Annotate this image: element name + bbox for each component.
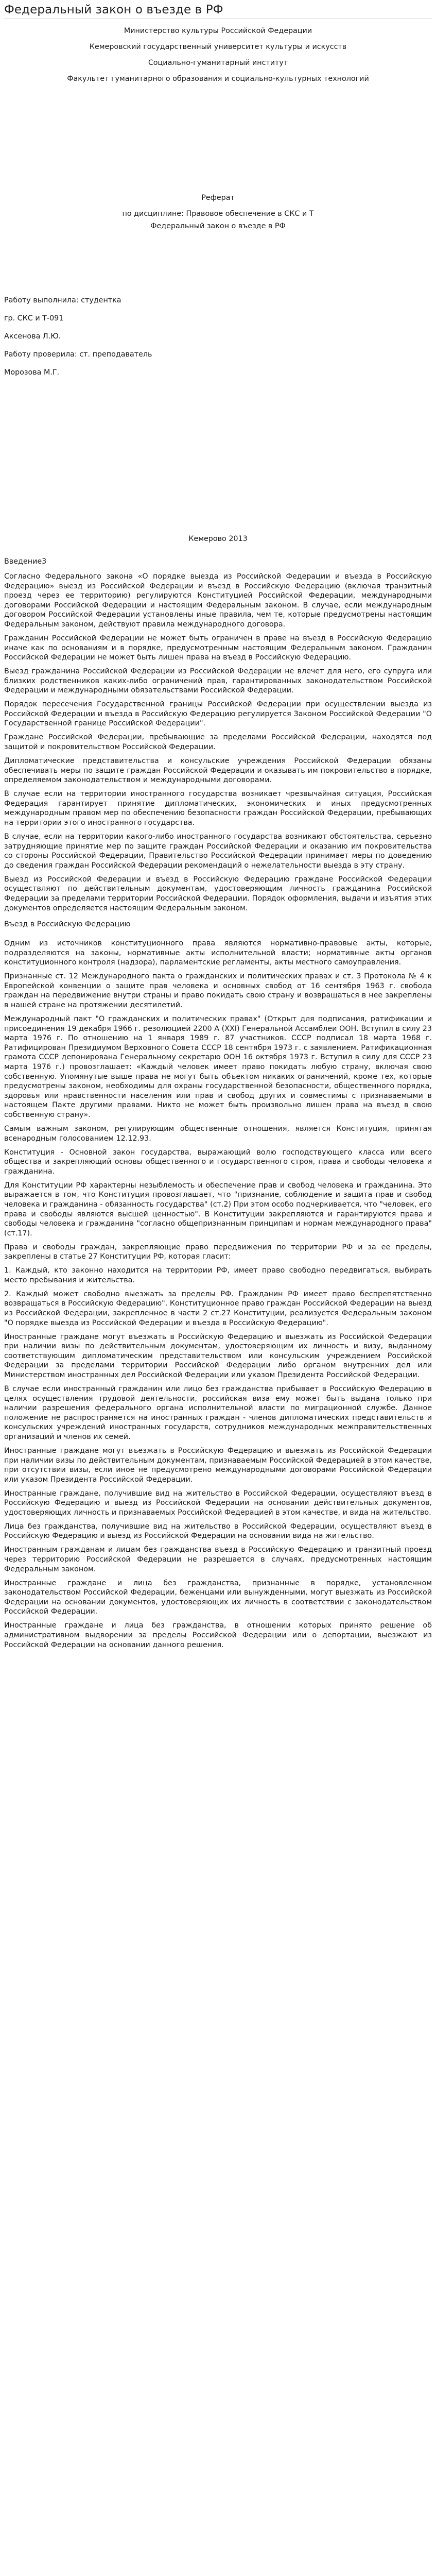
document-body (0, 557, 436, 1650)
paragraph: Гражданин Российской Федерации не может быть ограничен в праве на въезд в Российскую Федерацию иначе как по основаниям и в порядке, предусмотренным настоящим Федеральным законом. Гражданин Российской Федерации не может быть лишен права на въезд в Российскую Федерацию. (4, 634, 432, 662)
title-page (0, 19, 436, 544)
paragraph: Иностранным гражданам и лицам без гражданства въезд в Российскую Федерацию и транзитный проезд через территорию Российской Федерации не разрешается в случаях, предусмотренных настоящим Федеральным законом. (4, 1546, 432, 1573)
paragraph: 2. Каждый может свободно выезжать за пределы РФ. Гражданин РФ имеет право беспрепятственно возвращаться в Российскую Федерацию". Конституционное право граждан Российской Федерации на выезд из Российской Федерации, закрепленное в части 2 ст.27 Конституции, реализуется Федеральным законом "О порядке выезда из Российской Федерации и въезда в Российскую Федерацию". (4, 1290, 432, 1327)
paragraph: В случае если иностранный гражданин или лицо без гражданства прибывает в Российскую Федерацию в целях осуществления трудовой деятельности, российская виза ему может быть выдана только при наличии разрешения федерального органа исполнительной власти по миграционной службе. Данное положение не распространяется на иностранных граждан - членов дипломатических представительств и консульских учреждений иностранных государств, сотрудников международных межправительственных организаций и членов их семей. (4, 1384, 432, 1441)
checker-label: Работу проверила: ст. преподаватель (4, 350, 152, 359)
paragraph: 1. Каждый, кто законно находится на территории РФ, имеет право свободно передвигаться, выбирать место пребывания и жительства. (4, 1266, 432, 1284)
paragraph: Выезд из Российской Федерации и въезд в Российскую Федерацию граждане Российской Федерации осуществляют по действительным документам, удостоверяющим личность гражданина Российской Федерации за пределами территории Российской Федерации. Порядок оформления, выдачи и изъятия этих документов определяется настоящим Федеральным законом. (4, 875, 432, 912)
paragraph: Одним из источников конституционного права являются нормативно-правовые акты, которые, подразделяются на законы, нормативные акты исполнительной власти; нормативные акты органов конституционного контроля (надзора), парламентские регламенты, акты местного самоуправления. (4, 939, 432, 967)
entry-section (4, 939, 432, 1650)
paragraph: Иностранные граждане и лица без гражданства, в отношении которых принято решение об административном выдворении за пределы Российской Федерации или о депортации, выезжают из Российской Федерации на основании данного решения. (4, 1621, 432, 1649)
paragraph: Иностранные граждане могут въезжать в Российскую Федерацию и выезжать из Российской Федерации при наличии визы по действительным документам, признаваемым Российской Федерацией в этом качестве, при отсутствии визы, если иное не предусмотрено международными договорами Российской Федерации или указом Президента Российской Федерации. (4, 1446, 432, 1484)
section-heading: Въезд в Российскую Федерацию (4, 920, 131, 929)
paragraph: Конституция - Основной закон государства, выражающий волю господствующего класса или всего общества и закрепляющий основы общественного и государственного строя, права и свободы человека и гражданина. (4, 1148, 432, 1176)
paragraph: Самым важным законом, регулирующим общественные отношения, является Конституция, принятая всенародным голосованием 12.12.93. (4, 1124, 432, 1143)
checker-name: Морозова М.Г. (4, 368, 60, 377)
paragraph: Иностранные граждане могут въезжать в Российскую Федерацию и выезжать из Российской Федерации при наличии визы по действительным документам, удостоверяющим их личность и визу, выданному соответствующим дипломатическим представительством или консульским учреждением Российской Федерации за пределами территории Российской Федерации либо органом внутренних дел или Министерством иностранных дел Российской Федерации или указом Президента Российской Федерации. (4, 1332, 432, 1379)
author-label: Работу выполнила: студентка (4, 296, 121, 304)
author-name: Аксенова Л.Ю. (4, 332, 61, 341)
ministry-line: Министерство культуры Российской Федерации (124, 27, 312, 35)
paragraph: Граждане Российской Федерации, пребывающие за пределами Российской Федерации, находятся под защитой и покровительством Российской Федерации. (4, 733, 432, 752)
paragraph: Выезд гражданина Российской Федерации из Российской Федерации не влечет для него, его супруга или близких родственников каких-либо ограничений прав, гарантированных законодательством Российской Федерации и международными обязательствами Российской Федерации. (4, 667, 432, 695)
paragraph: Лица без гражданства, получившие вид на жительство в Российской Федерации, осуществляют въезд в Российскую Федерацию и выезд из Российской Федерации на основании вида на жительство. (4, 1522, 432, 1540)
topic-line: Федеральный закон о въезде в РФ (150, 222, 286, 230)
university-line: Кемеровский государственный университет культуры и искусств (89, 43, 347, 51)
paragraph: В случае если на территории иностранного государства возникает чрезвычайная ситуация, Российская Федерация гарантирует принятие дипломатических, экономических и иных предусмотренных международным правом мер по обеспечению безопасности граждан Российской Федерации, пребывающих на территории этого иностранного государства. (4, 790, 432, 827)
page-title: Федеральный закон о въезде в РФ (4, 3, 223, 16)
institute-line: Социально-гуманитарный институт (148, 59, 288, 67)
intro-section (4, 572, 432, 913)
paragraph: Для Конституции РФ характерны незыблемость и обеспечение прав и свобод человека и гражданина. Это выражается в том, что Конституция провозглашает, что "признание, соблюдение и защита прав и свобод человека и гражданина - обязанность государства" (ст.2) При этом особо подчеркивается, что "человек, его права и свободы являются высшей ценностью". В Конституции закрепляются и гарантируются права и свободы человека и гражданина "согласно общепризнанным принципам и нормам международного права" (ст.17). (4, 1181, 432, 1238)
paragraph: Иностранные граждане, получившие вид на жительство в Российской Федерации, осуществляют въезд в Российскую Федерацию и выезд из Российской Федерации на основании действительных документов, удостоверяющих личность и признаваемых Российской Федерацией в этом качестве, и вида на жительство. (4, 1489, 432, 1517)
doc-type-line: Реферат (201, 194, 235, 202)
faculty-line: Факультет гуманитарного образования и социально-культурных технологий (67, 75, 369, 83)
paragraph: Порядок пересечения Государственной границы Российской Федерации при осуществлении выезда из Российской Федерации и въезда в Российскую Федерацию регулируется Законом Российской Федерации "О Государственной границе Российской Федерации". (4, 700, 432, 728)
paragraph: Согласно Федерального закона «О порядке выезда из Российской Федерации и въезда в Российскую Федерацию» выезд из Российской Федерации и въезд в Российскую Федерацию (включая транзитный проезд через ее территорию) регулируются Конституцией Российской Федерации, международными договорами Российской Федерации и настоящим Федеральным законом. В случае, если международным договором Российской Федерации установлены иные правила, чем те, которые предусмотрены настоящим Федеральным законом, действуют правила международного договора. (4, 572, 432, 629)
paragraph: Иностранные граждане и лица без гражданства, признанные в порядке, установленном законодательством Российской Федерации, беженцами или вынужденными, могут выезжать из Российской Федерации на основании документов, удостоверяющих их личность в соответствии с законодательством Российской Федерации. (4, 1579, 432, 1616)
city-year: Кемерово 2013 (188, 535, 248, 543)
paragraph: Международный пакт "О гражданских и политических правах" (Открыт для подписания, ратификации и присоединения 19 декабря 1966 г. резолюцией 2200 А (XXI) Генеральной Ассамблеи ООН. Вступил в силу 23 марта 1976 г. По отношению на 1 января 1989 г. 87 участников. СССР подписал 18 марта 1968 г. Ратифицирован Президиумом Верховного Совета СССР 18 сентября 1973 г. с заявлением. Ратификационная грамота СССР депонирована Генеральному секретарю ООН 16 октября 1973 г. Вступил в силу для СССР 23 марта 1976 г.) провозглашает: «Каждый человек имеет право покидать любую страну, включая свою собственную. Упомянутые выше права не могут быть объектом никаких ограничений, кроме тех, которые предусмотрены законом, необходимы для охраны государственной безопасности, общественного порядка, здоровья или нравственности населения или прав и свобод других и совместимы с признаваемыми в настоящем Пакте другими правами. Никто не может быть произвольно лишен права на въезд в свою собственную страну». (4, 1015, 432, 1119)
intro-heading: Введение3 (4, 557, 47, 566)
group-label: гр. СКС и Т-091 (4, 314, 64, 323)
discipline-line: по дисциплине: Правовое обеспечение в СКС и Т (122, 210, 314, 218)
paragraph: Дипломатические представительства и консульские учреждения Российской Федерации обязаны обеспечивать меры по защите граждан Российской Федерации и оказывать им покровительство в порядке, определяемом законодательством и международными договорами. (4, 757, 432, 785)
paragraph: В случае, если на территории какого-либо иностранного государства возникают обстоятельства, серьезно затрудняющие принятие мер по защите граждан Российской Федерации и оказанию им покровительства со стороны Российской Федерации, Правительство Российской Федерации принимает меры по доведению до сведения граждан Российской Федерации рекомендаций о нежелательности выезда в эту страну. (4, 832, 432, 870)
paragraph: Права и свободы граждан, закрепляющие право передвижения по территории РФ и за ее пределы, закреплены в статье 27 Конституции РФ, которая гласит: (4, 1243, 432, 1261)
paragraph: Признанные ст. 12 Международного пакта о гражданских и политических правах и ст. 3 Протокола № 4 к Европейской конвенции о защите прав человека и основных свобод от 16 сентября 1963 г. свобода граждан на передвижение внутри страны и право покидать свою страну и возвращаться в нее закреплены в нашей стране на протяжении десятилетий. (4, 972, 432, 1010)
